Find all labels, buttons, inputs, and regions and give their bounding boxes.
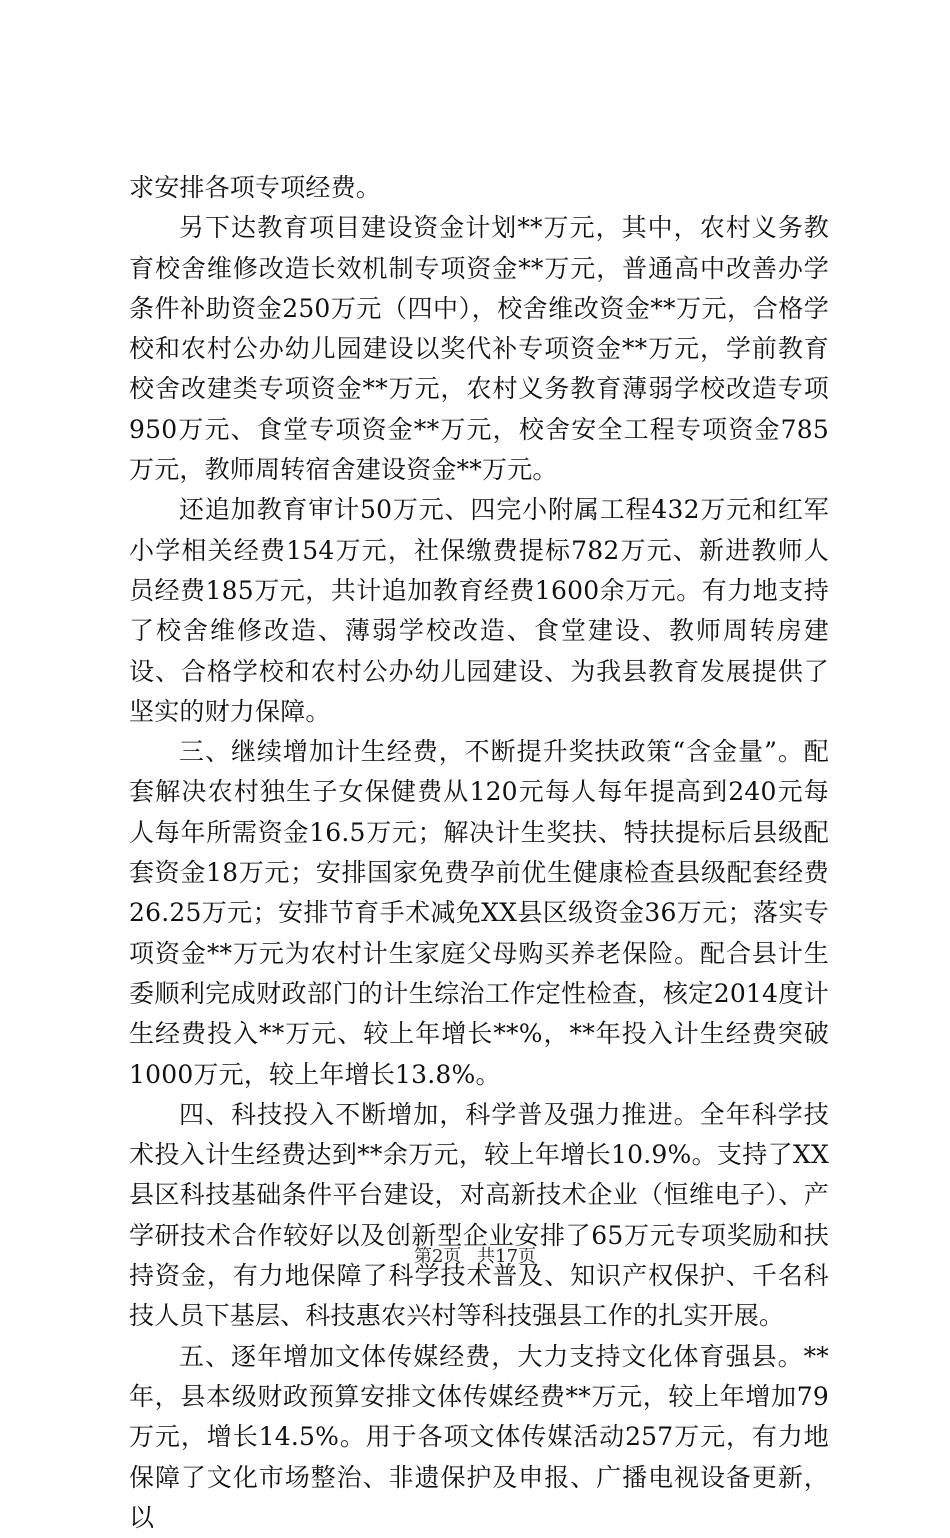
page-footer [0,1242,950,1268]
paragraph-education-supplement: 还追加教育审计50万元、四完小附属工程432万元和红军小学相关经费154万元，社保缴费提标782万元、新进教师人员经费185万元，共计追加教育经费1600余万元。有力地支持了校舍维修改造、薄弱学校改造、食堂建设、教师周转房建设、合格学校和农村公办幼儿园建设、为我县教育发展提供了坚实的财力保障。 [129,495,829,726]
page-number: 第2页 [413,1246,462,1267]
paragraph-education-projects: 另下达教育项目建设资金计划**万元，其中，农村义务教育校舍维修改造长效机制专项资金**万元，普通高中改善办学条件补助资金250万元（四中），校舍维改资金**万元，合格学校和农村公办幼儿园建设以奖代补专项资金**万元，学前教育校舍改建类专项资金**万元，农村义务教育薄弱学校改造专项950万元、食堂专项资金**万元，校舍安全工程专项资金785万元，教师周转宿舍建设资金**万元。 [129,213,829,485]
paragraph-culture-sports: 五、逐年增加文体传媒经费，大力支持文化体育强县。**年，县本级财政预算安排文体传媒经费**万元，较上年增加79万元，增长14.5%。用于各项文体传媒活动257万元，有力地保障了文化市场整治、非遗保护及申报、广播电视设备更新，以 [129,1341,829,1532]
paragraph-continuation: 求安排各项专项经费。 [129,173,382,202]
page-total: 共17页 [477,1246,537,1267]
paragraph-family-planning: 三、继续增加计生经费，不断提升奖扶政策“含金量”。配套解决农村独生子女保健费从120元每人每年提高到240元每人每年所需资金16.5万元；解决计生奖扶、特扶提标后县级配套资金18万元；安排国家免费孕前优生健康检查县级配套经费26.25万元；安排节育手术减免XX县区级资金36万元；落实专项资金**万元为农村计生家庭父母购买养老保险。配合县计生委顺利完成财政部门的计生综治工作定性检查，核定2014度计生经费投入**万元、较上年增长**%，**年投入计生经费突破1000万元，较上年增长13.8%。 [129,737,829,1089]
document-body [129,168,829,1538]
paragraph-science-technology: 四、科技投入不断增加，科学普及强力推进。全年科学技术投入计生经费达到**余万元，较上年增长10.9%。支持了XX县区科技基础条件平台建设，对高新技术企业（恒维电子）、产学研技术合作较好以及创新型企业安排了65万元专项奖励和扶持资金，有力地保障了科学技术普及、知识产权保护、千名科技人员下基层、科技惠农兴村等科技强县工作的扎实开展。 [129,1099,829,1331]
